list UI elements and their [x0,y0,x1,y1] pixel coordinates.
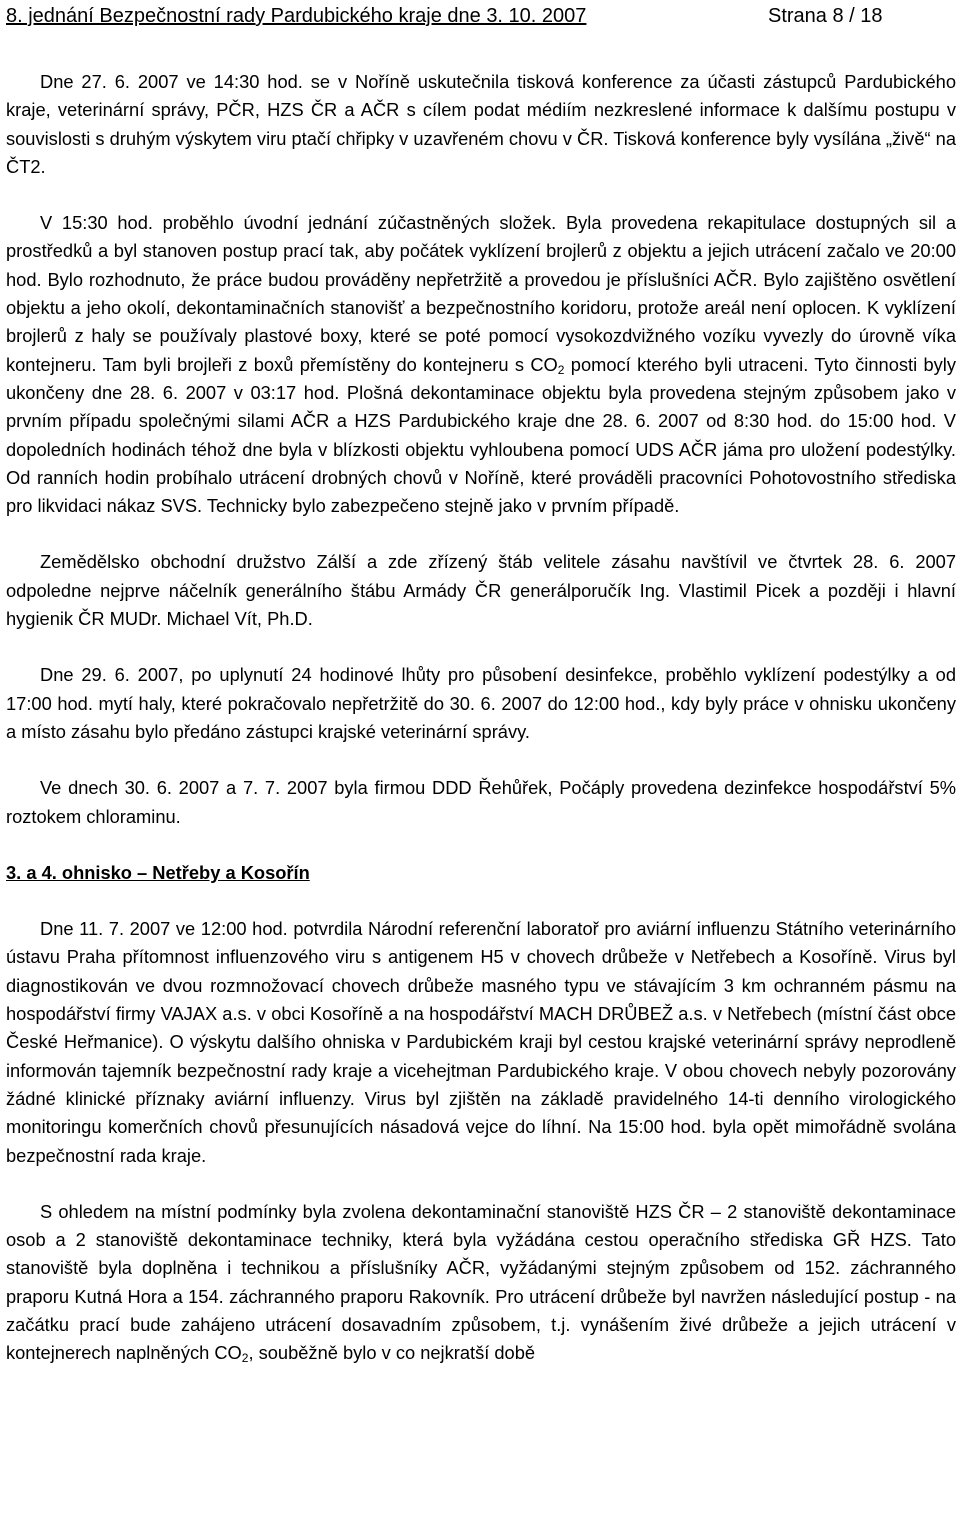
page-header [6,2,936,30]
page-number: Strana 8 / 18 [768,5,883,27]
paragraph-disinfection: Ve dnech 30. 6. 2007 a 7. 7. 2007 byla firmou DDD Řehůřek, Počáply provedena dezinfekce hospodářství 5% roztokem chloraminu. [6,777,956,827]
header-title: 8. jednání Bezpečnostní rady Pardubického kraje dne 3. 10. 2007 [6,5,587,27]
paragraph-lab-confirmation: Dne 11. 7. 2007 ve 12:00 hod. potvrdila Národní referenční laboratoř pro aviární influenzu Státního veterinárního ústavu Praha přítomnost influenzového viru s antigenem H5 v chovech drůbeže v Netřebech a Kosoříně. Virus byl diagnostikován ve dvou rozmnožovací chovech drůbeže masného typu ve stávajícím 3 km ochranném pásmu na hospodářství firmy VAJAX a.s. v obci Kosoříně a na hospodářství MACH DRŮBEŽ a.s. v Netřebech (místní část obce České Heřmanice). O výskytu dalšího ohniska v Pardubickém kraji byl cestou krajské veterinární správy neprodleně informován tajemník bezpečnostní rady kraje a vicehejtman Pardubického kraje. V obou chovech nebyly pozorovány žádné klinické příznaky aviární influenzy. Virus byl zjištěn na základě pravidelného 14-ti denního virologického monitoringu komerčních chovů přesunujících násadová vejce do líhní. Na 15:00 hod. byla opět mimořádně svolána bezpečnostní rada kraje. [6,918,956,1166]
paragraph-cleanup: Dne 29. 6. 2007, po uplynutí 24 hodinové lhůty pro působení desinfekce, proběhlo vyklízení podestýlky a od 17:00 hod. mytí haly, které pokračovalo nepřetržitě do 30. 6. 2007 do 12:00 hod., kdy byly práce v ohnisku ukončeny a místo zásahu bylo předáno zástupci krajské veterinární správy. [6,664,956,742]
paragraph-initial-meeting: V 15:30 hod. proběhlo úvodní jednání zúčastněných složek. Byla provedena rekapitulace dostupných sil a prostředků a byl stanoven postup prací tak, aby počátek vyklízení brojlerů z objektu a jejich utrácení začalo ve 20:00 hod. Bylo rozhodnuto, že práce budou prováděny nepřetržitě a provedou je příslušníci AČR. Bylo zajištěno osvětlení objektu a jeho okolí, dekontaminačních stanovišť a bezpečnostního koridoru, protože areál není oplocen. K vyklízení brojlerů z haly se používaly plastové boxy, které se poté pomocí vysokozdvižného vozíku vyvezly do úrovně víka kontejneru. Tam byli brojleři z boxů přemístěny do kontejneru s $CO_2$ pomocí kterého byli utraceni. Tyto činnosti byly ukončeny dne 28. 6. 2007 v 03:17 hod. Plošná dekontaminace objektu byla provedena stejným způsobem jako v prvním případu společnými silami AČR a HZS Pardubického kraje dne 28. 6. 2007 od 8:30 hod. do 15:00 hod. V dopoledních hodinách téhož dne byla v blízkosti objektu vyhloubena pomocí UDS AČR jáma pro uložení podestýlky. Od ranních hodin probíhalo utrácení drobných chovů v Noříně, které prováděli pracovníci Pohotovostního střediska pro likvidaci nákaz SVS. Technicky bylo zabezpečeno stejně jako v prvním případě. [6,212,956,517]
paragraph-decontamination: S ohledem na místní podmínky byla zvolena dekontaminační stanoviště HZS ČR – 2 stanoviště dekontaminace osob a 2 stanoviště dekontaminace techniky, která byla vyžádána cestou operačního střediska GŘ HZS. Tato stanoviště byla doplněna i technikou a příslušníky AČR, vyžádanými stejným způsobem od 152. záchranného praporu Kutná Hora a 154. záchranného praporu Rakovník. Pro utrácení drůbeže byl navržen následující postup - na začátku prací bude zahájeno utrácení dosavadním způsobem, t.j. vynášením živé drůbeže a jejich utrácení v kontejnerech naplněných $CO_2$, souběžně bylo v co nejkratší době [6,1200,956,1366]
paragraph-press-conference: Dne 27. 6. 2007 ve 14:30 hod. se v Noříně uskutečnila tisková konference za účasti zástupců Pardubického kraje, veterinární správy, PČR, HZS ČR a AČR s cílem podat médiím nezkreslené informace k dalšímu postupu v souvislosti s druhým výskytem viru ptačí chřipky v uzavřeném chovu v ČR. Tisková konference byly vysílána „živě“ na ČT2. [6,71,956,177]
subscript-2: 2 [557,362,565,377]
paragraph-visit: Zemědělsko obchodní družstvo Zálší a zde zřízený štáb velitele zásahu navštívil ve čtvrtek 28. 6. 2007 odpoledne nejprve náčelník generálního štábu Armády ČR generálporučík Ing. Vlastimil Picek a později i hlavní hygienik ČR MUDr. Michael Vít, Ph.D. [6,551,956,630]
document-body [6,68,956,1368]
subscript-2-second: 2 [241,1351,249,1366]
section-heading: 3. a 4. ohnisko – Netřeby a Kosořín [6,861,310,883]
